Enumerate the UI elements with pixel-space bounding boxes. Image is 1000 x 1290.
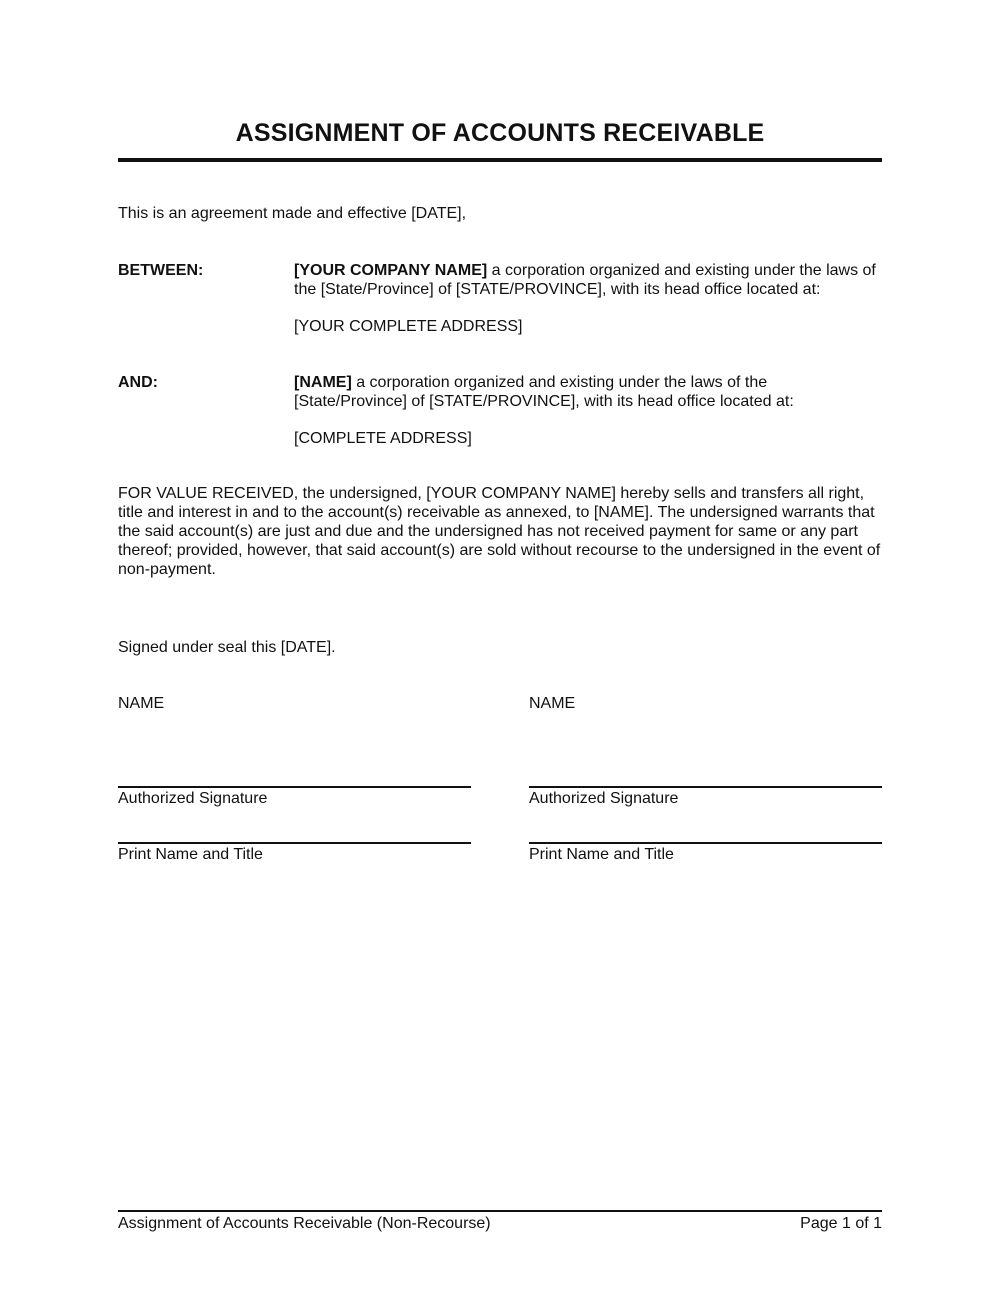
and-description	[294, 373, 884, 411]
left-print-name-label: Print Name and Title	[118, 846, 263, 863]
signed-under-seal: Signed under seal this [DATE].	[118, 639, 336, 656]
between-address: [YOUR COMPLETE ADDRESS]	[294, 318, 523, 335]
left-signatory-name: NAME	[118, 695, 165, 712]
right-signatory-name: NAME	[529, 695, 576, 712]
between-description	[294, 261, 884, 299]
and-description-text: a corporation organized and existing under the laws of the [State/Province] of [STATE/PROVINCE], with its head office located at:	[294, 374, 794, 410]
and-party-name: [NAME]	[294, 374, 352, 391]
value-received-paragraph: FOR VALUE RECEIVED, the undersigned, [YOUR COMPANY NAME] hereby sells and transfers all right, title and interest in and to the account(s) receivable as annexed, to [NAME]. The undersigned warrants that the said account(s) are just and due and the undersigned has not received payment for same or any part thereof; provided, however, that said account(s) are sold without recourse to the undersigned in the event of non-payment.	[118, 485, 881, 578]
between-company-name: [YOUR COMPANY NAME]	[294, 262, 488, 279]
left-signature-line	[118, 786, 471, 788]
between-description-text: a corporation organized and existing under the laws of the [State/Province] of [STATE/PROVINCE], with its head office located at:	[294, 262, 876, 298]
left-authorized-signature-label: Authorized Signature	[118, 790, 268, 807]
right-print-name-line	[529, 842, 882, 844]
and-label: AND:	[118, 374, 158, 391]
and-address: [COMPLETE ADDRESS]	[294, 430, 472, 447]
intro-text: This is an agreement made and effective [DATE],	[118, 205, 467, 222]
footer-document-name: Assignment of Accounts Receivable (Non-Recourse)	[118, 1215, 491, 1232]
title-divider	[118, 158, 882, 162]
right-print-name-label: Print Name and Title	[529, 846, 674, 863]
between-label: BETWEEN:	[118, 262, 204, 279]
right-signature-line	[529, 786, 882, 788]
left-print-name-line	[118, 842, 471, 844]
document-title: ASSIGNMENT OF ACCOUNTS RECEIVABLE	[235, 119, 765, 147]
right-authorized-signature-label: Authorized Signature	[529, 790, 679, 807]
footer-page-number: Page 1 of 1	[800, 1215, 882, 1232]
footer-divider	[118, 1210, 882, 1212]
